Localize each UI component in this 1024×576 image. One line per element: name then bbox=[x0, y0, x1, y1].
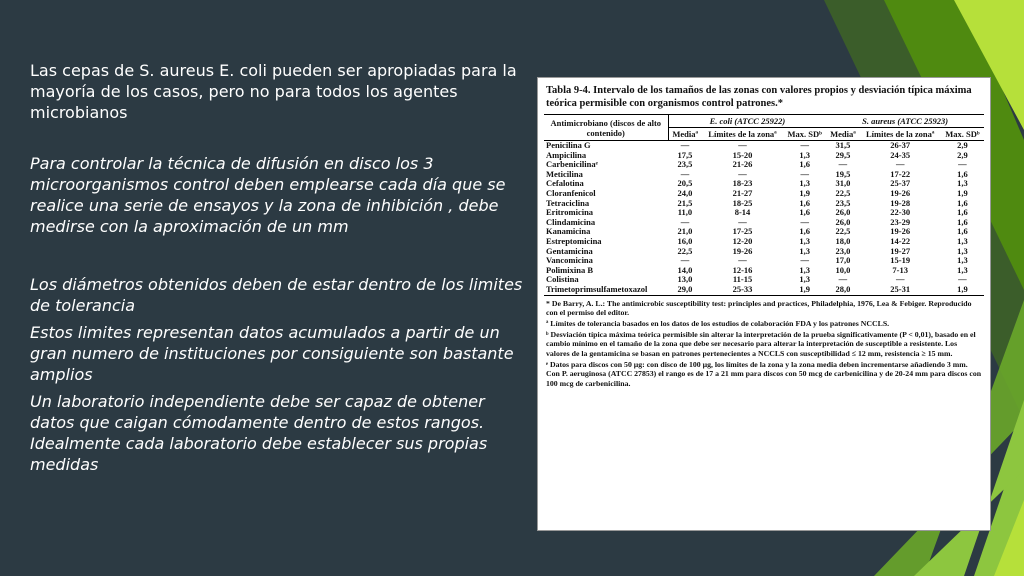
cell-s-sd: 1,6 bbox=[957, 216, 968, 227]
cell-e-sd: 1,9 bbox=[783, 285, 826, 295]
cell-s-media: 31,5 bbox=[835, 140, 851, 150]
header-ecoli: E. coli (ATCC 25922) bbox=[668, 115, 826, 128]
cell-s-media: 26,0 bbox=[835, 207, 851, 218]
header-e-media: Mediaª bbox=[668, 128, 702, 141]
cell-e-sd: 1,6 bbox=[799, 197, 811, 208]
cell-e-media: 16,0 bbox=[677, 235, 693, 246]
cell-s-media: — bbox=[838, 274, 848, 285]
cell-e-media: — bbox=[680, 255, 690, 266]
cell-s-lim: 14-22 bbox=[890, 235, 911, 246]
cell-s-lim: — bbox=[895, 274, 905, 285]
cell-s-lim: 19-26 bbox=[890, 226, 911, 237]
cell-e-media: 24,0 bbox=[677, 187, 693, 198]
header-s-limites: Límites de la zonaª bbox=[860, 128, 941, 141]
cell-e-sd: 1,3 bbox=[799, 178, 811, 189]
cell-s-lim: 22-30 bbox=[890, 207, 911, 218]
header-drug: Antimicrobiano (discos de alto contenido) bbox=[544, 115, 668, 141]
cell-s-sd: 1,6 bbox=[957, 168, 968, 179]
cell-e-lim: 15-20 bbox=[732, 149, 753, 160]
cell-s-sd: 1,9 bbox=[941, 285, 984, 295]
cell-e-lim: 12-16 bbox=[732, 264, 753, 275]
cell-s-media: 17,0 bbox=[835, 255, 851, 266]
table-row bbox=[544, 141, 984, 151]
table-row bbox=[544, 227, 984, 237]
cell-s-lim: 19-27 bbox=[890, 245, 911, 256]
cell-e-media: — bbox=[680, 140, 690, 150]
cell-e-sd: 1,6 bbox=[799, 159, 811, 170]
cell-s-sd: 1,3 bbox=[957, 245, 968, 256]
cell-s-sd: 1,3 bbox=[957, 178, 968, 189]
cell-e-sd: 1,3 bbox=[799, 149, 811, 160]
table-title: Tabla 9-4. Intervalo de los tamaños de las zonas con valores propios y desviación típica máxima teórica permisible con organismos control patrones.* bbox=[546, 85, 972, 109]
table-row bbox=[544, 266, 984, 276]
cell-drug: Gentamicina bbox=[546, 245, 593, 256]
zone-size-table bbox=[544, 114, 984, 296]
cell-drug: Meticilina bbox=[546, 168, 583, 179]
cell-drug: Estreptomicina bbox=[546, 235, 602, 246]
paragraph-diameters: Los diámetros obtenidos deben de estar dentro de los limites de tolerancia bbox=[30, 275, 523, 315]
table-row bbox=[544, 247, 984, 257]
cell-s-lim: 23-29 bbox=[890, 216, 911, 227]
cell-e-sd: 1,3 bbox=[799, 235, 811, 246]
footnote: ª Límites de tolerancia basados en los datos de los estudios de colaboración FDA y los patrones NCCLS. bbox=[546, 318, 890, 328]
cell-s-lim: 25-31 bbox=[860, 285, 941, 295]
cell-s-media: 22,5 bbox=[835, 226, 851, 237]
table-row bbox=[544, 170, 984, 180]
cell-e-media: 23,5 bbox=[677, 159, 693, 170]
cell-s-media: 19,5 bbox=[835, 168, 851, 179]
cell-drug: Cefalotina bbox=[546, 178, 584, 189]
cell-e-lim: 21-26 bbox=[732, 159, 753, 170]
cell-s-sd: — bbox=[958, 159, 967, 170]
cell-s-media: 29,5 bbox=[835, 149, 851, 160]
cell-s-sd: 1,6 bbox=[957, 197, 968, 208]
cell-s-lim: 7-13 bbox=[892, 264, 908, 275]
cell-e-sd: — bbox=[800, 216, 809, 227]
cell-e-media: 22,5 bbox=[677, 245, 693, 256]
footnote: * De Barry, A. L.: The antimicrobic susceptibility test: principles and practices, Philadelphia, 1976, Lea & Febiger. Reproducido con el permiso del editor. bbox=[546, 298, 972, 318]
cell-s-media: 22,5 bbox=[835, 187, 851, 198]
cell-e-sd: — bbox=[800, 255, 809, 266]
cell-s-sd: 1,3 bbox=[957, 255, 968, 266]
cell-s-media: 31,0 bbox=[835, 178, 851, 189]
cell-e-lim: — bbox=[738, 168, 747, 179]
cell-drug: Colistina bbox=[546, 274, 579, 285]
header-e-limites: Límites de la zonaª bbox=[702, 128, 783, 141]
cell-e-media: — bbox=[680, 216, 690, 227]
table-row bbox=[544, 160, 984, 170]
cell-e-sd: 1,6 bbox=[799, 207, 811, 218]
cell-e-lim: 12-20 bbox=[732, 235, 753, 246]
table-row bbox=[544, 151, 984, 161]
cell-e-lim: 18-25 bbox=[732, 197, 753, 208]
cell-s-lim: 25-37 bbox=[890, 178, 911, 189]
cell-s-sd: 2,9 bbox=[957, 140, 968, 150]
cell-drug: Trimetoprimsulfametoxazol bbox=[544, 285, 668, 295]
body-text bbox=[30, 60, 530, 475]
cell-e-media: 13,0 bbox=[677, 274, 693, 285]
cell-e-sd: 1,3 bbox=[799, 264, 811, 275]
cell-e-sd: — bbox=[800, 140, 809, 150]
cell-drug: Ampicilina bbox=[546, 149, 587, 160]
cell-e-lim: 21-27 bbox=[732, 187, 753, 198]
cell-e-media: 21,0 bbox=[677, 226, 693, 237]
cell-e-lim: 11-15 bbox=[732, 274, 753, 285]
cell-s-sd: 1,6 bbox=[957, 207, 968, 218]
cell-drug: Penicilina G bbox=[546, 140, 591, 150]
cell-e-lim: — bbox=[738, 140, 747, 150]
cell-e-sd: 1,3 bbox=[799, 245, 811, 256]
cell-e-lim: 8-14 bbox=[734, 207, 751, 218]
cell-e-media: 29,0 bbox=[668, 285, 702, 295]
cell-drug: Carbenicilinaᵉ bbox=[546, 159, 598, 170]
header-e-sd: Max. SDᵇ bbox=[783, 128, 826, 141]
cell-s-media: 23,0 bbox=[835, 245, 851, 256]
header-s-media: Mediaª bbox=[826, 128, 859, 141]
paragraph-control-technique: Para controlar la técnica de difusión en disco los 3 microorganismos control deben emplearse cada día que se realice una serie de ensayos y la zona de inhibición , debe medirse con la aproximación de un mm bbox=[30, 154, 506, 236]
cell-e-lim: 25-33 bbox=[702, 285, 783, 295]
cell-s-sd: 1,3 bbox=[957, 235, 968, 246]
cell-e-media: — bbox=[680, 168, 690, 179]
table-row bbox=[544, 189, 984, 199]
cell-drug: Eritromicina bbox=[546, 207, 594, 218]
cell-s-media: 18,0 bbox=[835, 235, 851, 246]
cell-e-sd: 1,9 bbox=[799, 187, 811, 198]
cell-e-media: 11,0 bbox=[677, 207, 693, 218]
cell-s-sd: 1,6 bbox=[957, 226, 968, 237]
reference-table-image bbox=[538, 78, 990, 530]
paragraph-strains: Las cepas de S. aureus E. coli pueden ser apropiadas para la mayoría de los casos, pero no para todos los agentes microbianos bbox=[30, 61, 517, 122]
cell-s-lim: 19-26 bbox=[890, 187, 911, 198]
footnote: ᵉ Datos para discos con 50 µg: con disco de 100 µg, los límites de la zona y la zona media deben incrementarse añadiendo 3 mm. Con P. aeruginosa (ATCC 27853) el rango es de 17 a 21 mm para discos con 50 mcg de carbenicilina y de 20-24 mm para discos con 100 mcg de carbenicilina. bbox=[546, 359, 982, 389]
cell-e-lim: 18-23 bbox=[732, 178, 753, 189]
cell-s-media: 26,0 bbox=[835, 216, 851, 227]
cell-s-lim: 24-35 bbox=[890, 149, 911, 160]
cell-s-lim: 19-28 bbox=[890, 197, 911, 208]
cell-s-lim: 26-37 bbox=[890, 140, 911, 150]
cell-s-media: 10,0 bbox=[835, 264, 851, 275]
table-row bbox=[544, 256, 984, 266]
cell-e-media: 21,5 bbox=[677, 197, 693, 208]
table-footnotes bbox=[538, 296, 990, 389]
cell-e-sd: 1,3 bbox=[799, 274, 811, 285]
cell-drug: Vancomicina bbox=[546, 255, 593, 266]
cell-e-media: 14,0 bbox=[677, 264, 693, 275]
cell-drug: Cloranfenicol bbox=[546, 187, 596, 198]
header-s-sd: Max. SDᵇ bbox=[941, 128, 984, 141]
table-row bbox=[544, 218, 984, 228]
cell-e-lim: — bbox=[738, 216, 747, 227]
table-row bbox=[544, 237, 984, 247]
cell-s-lim: 17-22 bbox=[890, 168, 911, 179]
paragraph-limits: Estos limites representan datos acumulados a partir de un gran numero de instituciones por consiguiente son bastante amplios bbox=[30, 323, 514, 384]
cell-e-sd: 1,6 bbox=[799, 226, 811, 237]
cell-e-lim: — bbox=[738, 255, 747, 266]
cell-e-media: 17,5 bbox=[677, 149, 693, 160]
table-row bbox=[544, 179, 984, 189]
cell-s-sd: 1,9 bbox=[957, 187, 968, 198]
cell-e-lim: 19-26 bbox=[732, 245, 753, 256]
table-row bbox=[544, 285, 984, 295]
cell-drug: Tetraciclina bbox=[546, 197, 590, 208]
cell-drug: Clindamicina bbox=[546, 216, 596, 227]
cell-s-sd: — bbox=[958, 274, 967, 285]
table-row bbox=[544, 208, 984, 218]
header-saureus: S. aureus (ATCC 25923) bbox=[826, 115, 984, 128]
cell-drug: Polimixina B bbox=[546, 264, 593, 275]
cell-s-media: 23,5 bbox=[835, 197, 851, 208]
cell-s-media: 28,0 bbox=[826, 285, 859, 295]
cell-s-sd: 1,3 bbox=[957, 264, 968, 275]
cell-s-media: — bbox=[838, 159, 848, 170]
cell-s-lim: 15-19 bbox=[890, 255, 911, 266]
cell-e-lim: 17-25 bbox=[732, 226, 753, 237]
cell-s-lim: — bbox=[895, 159, 905, 170]
footnote: ᵇ Desviación típica máxima teórica permisible sin alterar la interpretación de la prueba significativamente (P < 0,01), basado en el cambio mínimo en el tamaño de la zona que debe ser necesario para alterar la interpretación de susceptible a resistente. Los valores de la gentamicina se basan en patrones pertenecientes a NCCLS con susceptibilidad ≤ 12 mm, resistencia ≥ 15 mm. bbox=[546, 329, 976, 359]
paragraph-independent-lab: Un laboratorio independiente debe ser capaz de obtener datos que caigan cómodamente dentro de estos rangos. Idealmente cada laboratorio debe establecer sus propias medidas bbox=[30, 392, 488, 474]
cell-e-media: 20,5 bbox=[677, 178, 693, 189]
table-row bbox=[544, 199, 984, 209]
cell-drug: Kanamicina bbox=[546, 226, 591, 237]
cell-e-sd: — bbox=[800, 168, 809, 179]
cell-s-sd: 2,9 bbox=[957, 149, 968, 160]
